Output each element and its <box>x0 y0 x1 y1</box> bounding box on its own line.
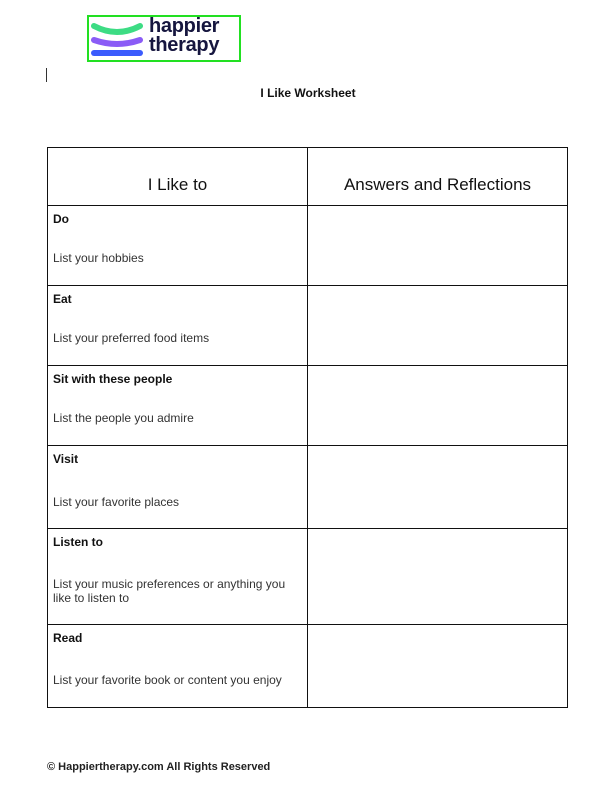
table-row <box>48 529 568 625</box>
row-label: Do <box>53 212 69 226</box>
row-description: List your hobbies <box>53 251 144 265</box>
row-description: List your music preferences or anything you like to listen to <box>53 577 286 605</box>
logo-waves-icon <box>91 20 147 60</box>
prompt-cell <box>48 366 308 446</box>
prompt-cell <box>48 446 308 529</box>
answer-cell[interactable] <box>308 206 568 286</box>
prompt-cell <box>48 286 308 366</box>
table-header-row <box>48 148 568 206</box>
prompt-cell <box>48 529 308 625</box>
table-row <box>48 446 568 529</box>
row-label: Read <box>53 631 83 645</box>
table-row <box>48 286 568 366</box>
document-title: I Like Worksheet <box>260 86 356 100</box>
text-cursor <box>46 68 47 82</box>
answer-cell[interactable] <box>308 286 568 366</box>
row-label: Listen to <box>53 535 103 549</box>
table-row <box>48 206 568 286</box>
header-i-like-to: I Like to <box>48 148 308 206</box>
prompt-cell <box>48 625 308 708</box>
row-label: Eat <box>53 292 72 306</box>
row-label: Visit <box>53 452 79 466</box>
prompt-cell <box>48 206 308 286</box>
row-description: List the people you admire <box>53 411 194 425</box>
row-label: Sit with these people <box>53 372 173 386</box>
answer-cell[interactable] <box>308 529 568 625</box>
answer-cell[interactable] <box>308 366 568 446</box>
row-description: List your favorite book or content you enjoy <box>53 673 282 687</box>
happier-therapy-logo <box>87 15 241 62</box>
row-description: List your favorite places <box>53 495 180 509</box>
answer-cell[interactable] <box>308 625 568 708</box>
answer-cell[interactable] <box>308 446 568 529</box>
copyright-footer: © Happiertherapy.com All Rights Reserved <box>47 761 271 773</box>
header-answers: Answers and Reflections <box>308 148 568 206</box>
worksheet-table <box>47 147 568 708</box>
logo-text <box>149 17 219 55</box>
logo-line-1: happier <box>149 15 220 37</box>
row-description: List your preferred food items <box>53 331 210 345</box>
logo-line-2: therapy <box>149 34 220 56</box>
table-row <box>48 366 568 446</box>
table-row <box>48 625 568 708</box>
